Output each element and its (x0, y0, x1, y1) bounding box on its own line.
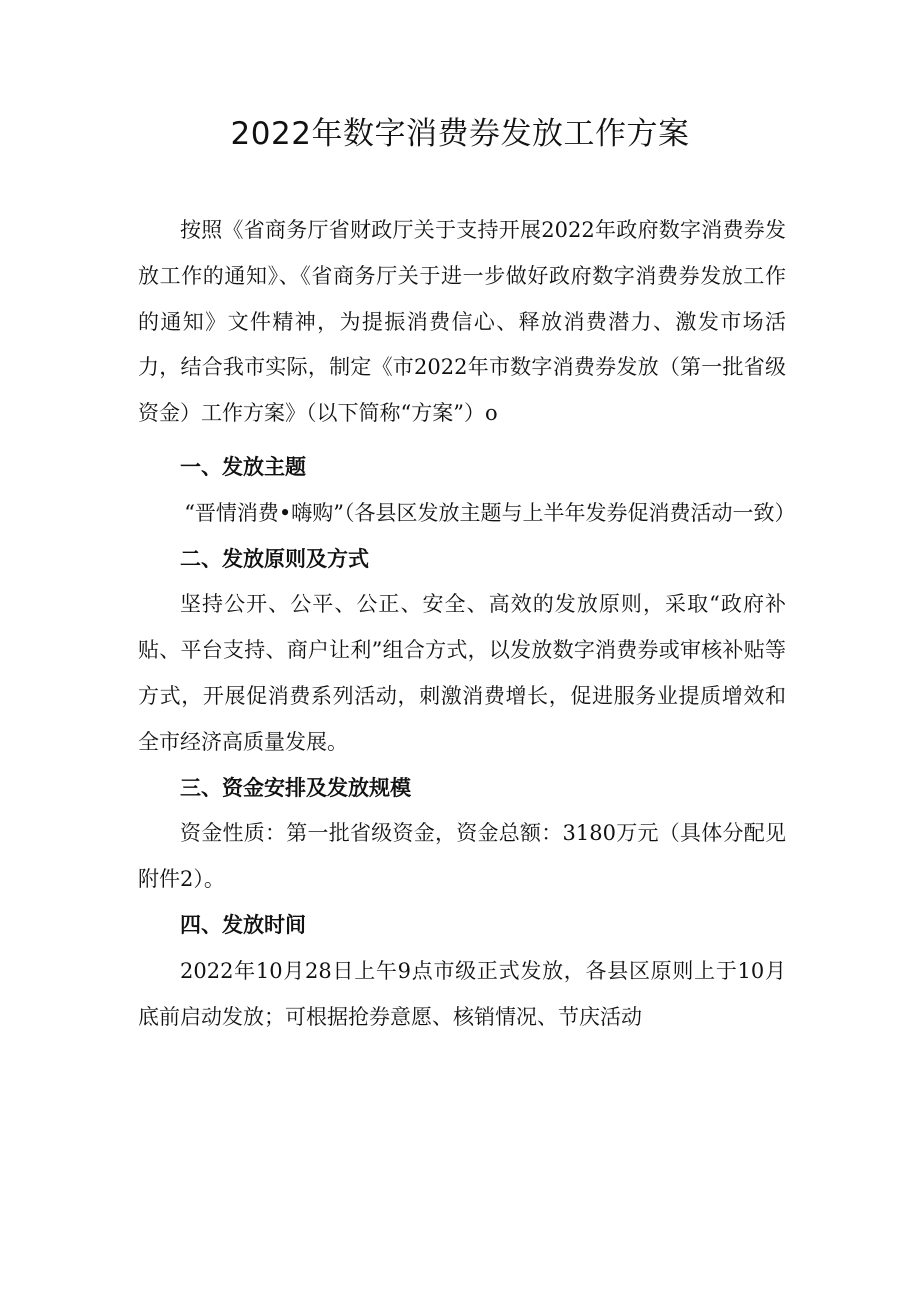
section-1-heading: 一、发放主题 (180, 454, 306, 479)
section-4-heading: 四、发放时间 (180, 912, 306, 937)
section-3-text: 资金性质：第一批省级资金，资金总额：3180万元（具体分配见附件2）。 (138, 821, 786, 892)
spacer (138, 437, 786, 445)
section-2-heading: 二、发放原则及方式 (180, 546, 369, 571)
intro-paragraph: 按照《省商务厅省财政厅关于支持开展2022年政府数字消费券发放工作的通知》、《省商务厅关于进一步做好政府数字消费券发放工作的通知》文件精神，为提振消费信心、释放消费潜力、激发市场活力，结合我市实际，制定《市2022年市数字消费券发放（第一批省级资金）工作方案》（以下简称“方案”）o (138, 218, 786, 426)
section-1-text: “晋情消费•嗨购”（各县区发放主题与上半年发券促消费活动一致） (184, 500, 796, 525)
document-title: 2022年数字消费券发放工作方案 (230, 116, 690, 152)
document-body (138, 208, 796, 1040)
section-3-heading: 三、资金安排及发放规模 (180, 775, 411, 800)
section-2-text: 坚持公开、公平、公正、安全、高效的发放原则，采取“政府补贴、平台支持、商户让利”组合方式，以发放数字消费券或审核补贴等方式，开展促消费系列活动，刺激消费增长，促进服务业提质增效和全市经济高质量发展。 (138, 592, 786, 754)
section-4-text: 2022年10月28日上午9点市级正式发放，各县区原则上于10月底前启动发放；可根据抢券意愿、核销情况、节庆活动 (138, 958, 786, 1029)
